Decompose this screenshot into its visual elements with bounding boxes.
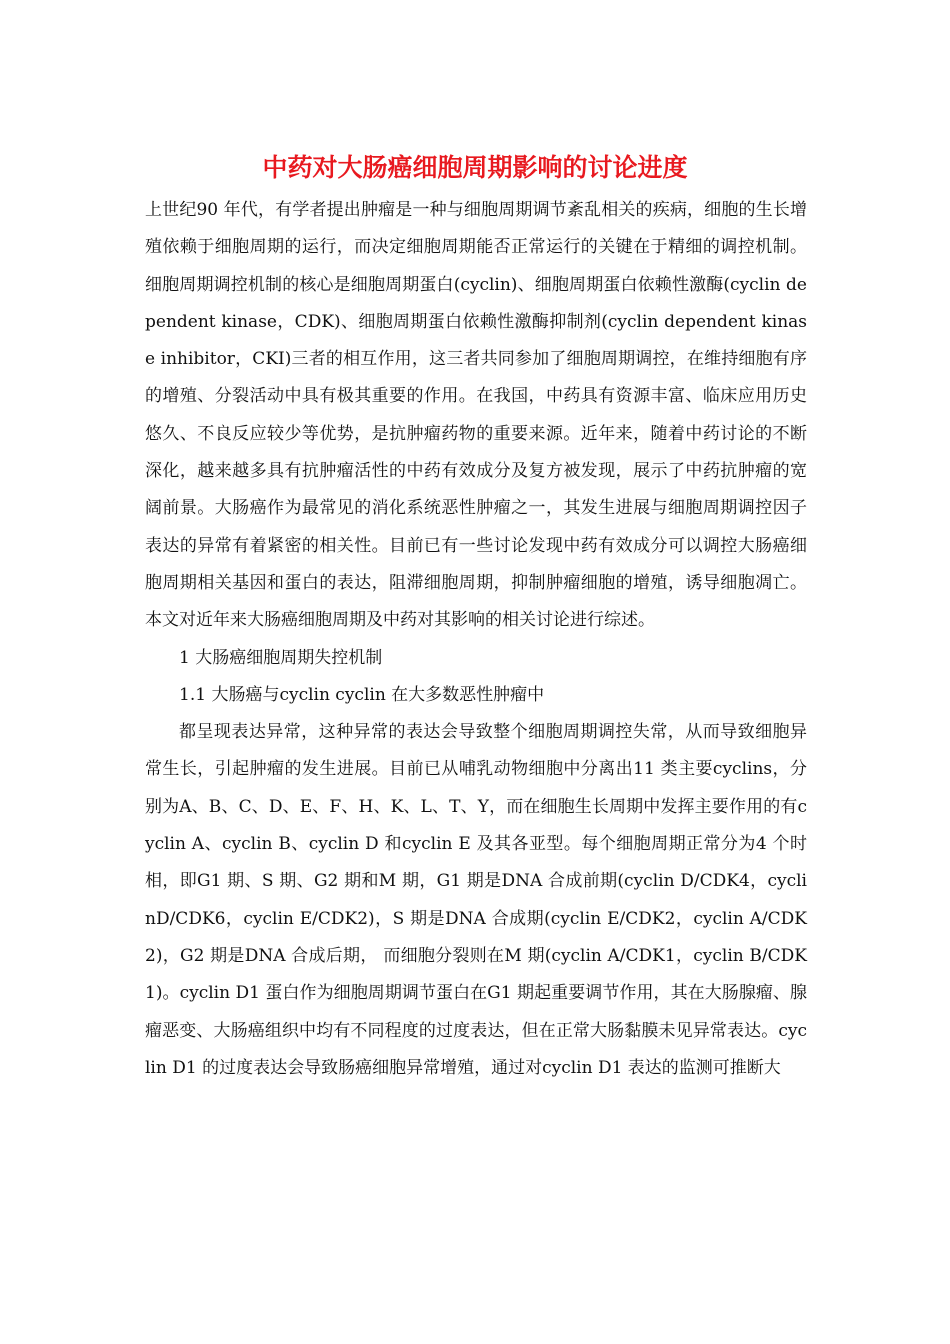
subsection-heading-1-1: 1.1 大肠癌与cyclin cyclin 在大多数恶性肿瘤中	[179, 684, 545, 705]
section-heading-1: 1 大肠癌细胞周期失控机制	[179, 647, 383, 668]
paragraph-cyclin: 都呈现表达异常，这种异常的表达会导致整个细胞周期调控失常，从而导致细胞异常生长，引起肿瘤的发生进展。目前已从哺乳动物细胞中分离出11 类主要cyclins，分别为A、B、C、D、E、F、H、K、L、T、Y，而在细胞生长周期中发挥主要作用的有cyclin A、cyclin B、cyclin D 和cyclin E 及其各亚型。每个细胞周期正常分为4 个时相，即G1 期、S 期、G2 期和M 期，G1 期是DNA 合成前期(cyclin D/CDK4，cyclinD/CDK6，cyclin E/CDK2)，S 期是DNA 合成期(cyclin E/CDK2，cyclin A/CDK2)，G2 期是DNA 合成后期， 而细胞分裂则在M 期(cyclin A/CDK1，cyclin B/CDK1)。cyclin D1 蛋白作为细胞周期调节蛋白在G1 期起重要调节作用，其在大肠腺瘤、腺瘤恶变、大肠癌组织中均有不同程度的过度表达，但在正常大肠黏膜未见异常表达。cyclin D1 的过度表达会导致肠癌细胞异常增殖，通过对cyclin D1 表达的监测可推断大	[145, 722, 808, 1078]
document-title: 中药对大肠癌细胞周期影响的讨论进度	[262, 153, 688, 182]
paragraph-intro: 上世纪90 年代，有学者提出肿瘤是一种与细胞周期调节紊乱相关的疾病，细胞的生长增殖依赖于细胞周期的运行，而决定细胞周期能否正常运行的关键在于精细的调控机制。细胞周期调控机制的核心是细胞周期蛋白(cyclin)、细胞周期蛋白依赖性激酶(cyclin dependent kinase，CDK)、细胞周期蛋白依赖性激酶抑制剂(cyclin dependent kinase inhibitor，CKI)三者的相互作用，这三者共同参加了细胞周期调控，在维持细胞有序的增殖、分裂活动中具有极其重要的作用。在我国，中药具有资源丰富、临床应用历史悠久、不良反应较少等优势，是抗肿瘤药物的重要来源。近年来，随着中药讨论的不断深化，越来越多具有抗肿瘤活性的中药有效成分及复方被发现，展示了中药抗肿瘤的宽阔前景。大肠癌作为最常见的消化系统恶性肿瘤之一，其发生进展与细胞周期调控因子表达的异常有着紧密的相关性。目前已有一些讨论发现中药有效成分可以调控大肠癌细胞周期相关基因和蛋白的表达，阻滞细胞周期，抑制肿瘤细胞的增殖，诱导细胞凋亡。本文对近年来大肠癌细胞周期及中药对其影响的相关讨论进行综述。	[145, 200, 807, 631]
document-body	[145, 192, 807, 1087]
